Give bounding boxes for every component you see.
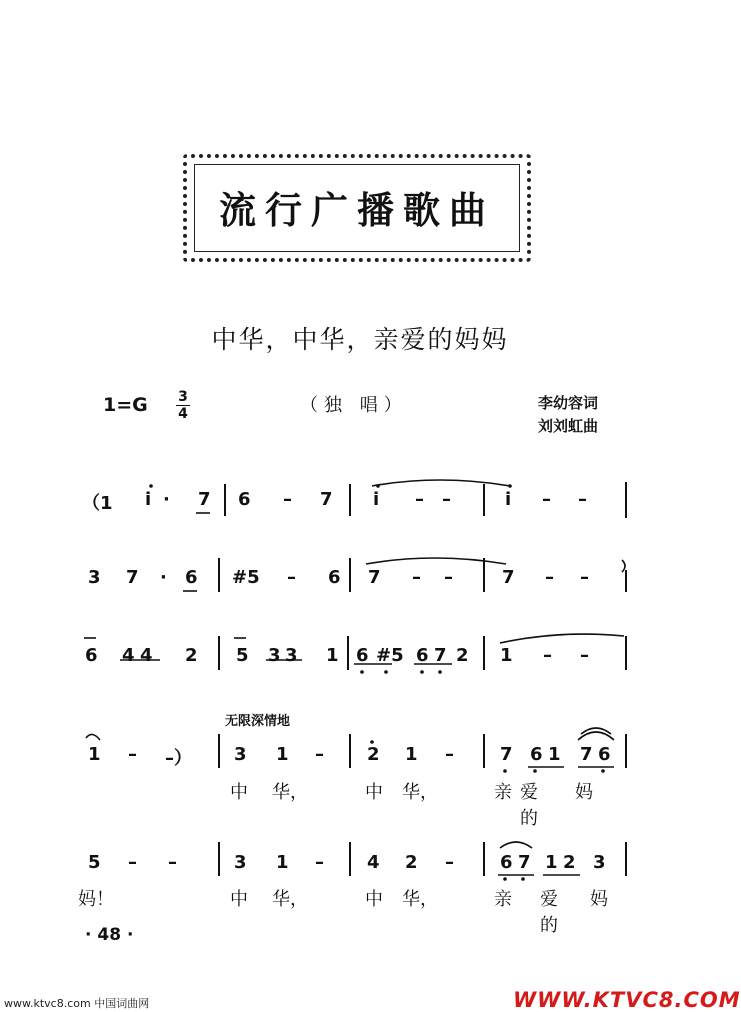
dash: – <box>412 567 421 588</box>
dash: – <box>283 489 292 510</box>
dot: · <box>163 489 170 510</box>
note: 7 <box>518 852 531 873</box>
slur <box>372 480 510 486</box>
lyricist-credit: 李幼容词 <box>538 394 599 412</box>
note: 5 <box>236 645 249 666</box>
lyric: 亲 <box>494 782 512 803</box>
lyric: 中 <box>230 889 248 910</box>
lyric: 中 <box>365 782 383 803</box>
dash: – <box>445 852 454 873</box>
lyric: 爱的 <box>520 782 538 829</box>
octave-dot <box>503 769 507 773</box>
footer-site-text: www.ktvc8.com 中国词曲网 <box>4 997 150 1010</box>
lyric: 亲 <box>494 889 512 910</box>
note: 3 <box>234 744 247 765</box>
note: 2 <box>405 852 418 873</box>
dash: – <box>442 489 451 510</box>
note: 7 <box>368 567 381 588</box>
note: 4 <box>367 852 380 873</box>
note: 3 <box>285 645 298 666</box>
note: 2 <box>185 645 198 666</box>
octave-dot <box>384 670 388 674</box>
octave-dot <box>521 877 525 881</box>
expression-mark: 无限深情地 <box>225 714 291 729</box>
dash: – <box>543 645 552 666</box>
note: i <box>373 489 380 510</box>
dash: – <box>578 489 587 510</box>
note: 3 <box>88 567 101 588</box>
lyric: 华， <box>272 782 308 803</box>
lyric: 妈！ <box>78 889 114 910</box>
octave-dot <box>533 769 537 773</box>
note: 4 <box>122 645 135 666</box>
dash: – <box>444 567 453 588</box>
note: 1 <box>326 645 339 666</box>
note: （1 <box>82 493 113 514</box>
dash: – <box>545 567 554 588</box>
note: 6 <box>356 645 369 666</box>
note: 7 <box>126 567 139 588</box>
slur <box>581 728 611 734</box>
note: 1 <box>276 852 289 873</box>
page-number: · 48 · <box>85 925 134 945</box>
dash: – <box>580 645 589 666</box>
note: 1 <box>276 744 289 765</box>
note: 6 <box>328 567 341 588</box>
dash: – <box>128 852 137 873</box>
note: 6 <box>530 744 543 765</box>
performance-type: （独 唱） <box>300 395 408 416</box>
note: i <box>145 489 152 510</box>
octave-dot <box>508 484 512 488</box>
note: 6 <box>416 645 429 666</box>
note: 1 <box>545 852 558 873</box>
octave-dot <box>420 670 424 674</box>
lyric: 华， <box>402 782 438 803</box>
note: 1 <box>88 744 101 765</box>
section-title: 流行广播歌曲 <box>219 188 495 232</box>
dot: · <box>160 567 167 588</box>
octave-dot <box>438 670 442 674</box>
dash: – <box>287 567 296 588</box>
key-signature: 1=G <box>103 394 148 416</box>
note: 3 <box>268 645 281 666</box>
lyric: 中 <box>230 782 248 803</box>
note: 7 <box>500 744 513 765</box>
note: 7 <box>580 744 593 765</box>
lyric: 妈 <box>575 782 593 803</box>
note: 5 <box>88 852 101 873</box>
dash: – <box>580 567 589 588</box>
note: 3 <box>234 852 247 873</box>
dash: – <box>542 489 551 510</box>
note: 7 <box>198 489 211 510</box>
note: 7 <box>434 645 447 666</box>
note: 6 <box>185 567 198 588</box>
note: 4 <box>140 645 153 666</box>
dash: – <box>415 489 424 510</box>
lyric: 爱的 <box>540 889 558 936</box>
slur <box>500 842 532 848</box>
note: i <box>505 489 512 510</box>
dash: – <box>315 744 324 765</box>
lyric: 中 <box>365 889 383 910</box>
note: 3 <box>593 852 606 873</box>
octave-dot <box>149 484 153 488</box>
dash: – <box>315 852 324 873</box>
composer-credit: 刘刘虹曲 <box>538 417 599 435</box>
slur <box>622 560 625 572</box>
slur <box>86 734 100 740</box>
note: 2 <box>456 645 469 666</box>
octave-dot <box>370 740 374 744</box>
note: 2 <box>367 744 380 765</box>
lyric: 华， <box>402 889 438 910</box>
dash: – <box>168 852 177 873</box>
note: #5 <box>232 567 260 588</box>
time-sig-top: 3 <box>178 389 188 405</box>
dash: – <box>445 744 454 765</box>
note: #5 <box>376 645 404 666</box>
note: 1 <box>548 744 561 765</box>
lyric: 华， <box>272 889 308 910</box>
lyric: 妈 <box>590 889 608 910</box>
slur <box>500 634 624 643</box>
note: 7 <box>502 567 515 588</box>
note: 1 <box>405 744 418 765</box>
note: 7 <box>320 489 333 510</box>
octave-dot <box>503 877 507 881</box>
note: 2 <box>563 852 576 873</box>
octave-dot <box>376 484 380 488</box>
footer-watermark: WWW.KTVC8.COM <box>513 988 741 1012</box>
note: 6 <box>85 645 98 666</box>
note: 6 <box>238 489 251 510</box>
octave-dot <box>601 769 605 773</box>
note: 6 <box>598 744 611 765</box>
octave-dot <box>360 670 364 674</box>
dash: – <box>128 744 137 765</box>
note: 6 <box>500 852 513 873</box>
time-sig-bottom: 4 <box>178 406 188 422</box>
note: 1 <box>500 645 513 666</box>
song-title: 中华，中华，亲爱的妈妈 <box>211 325 509 354</box>
dash: –） <box>165 748 192 769</box>
